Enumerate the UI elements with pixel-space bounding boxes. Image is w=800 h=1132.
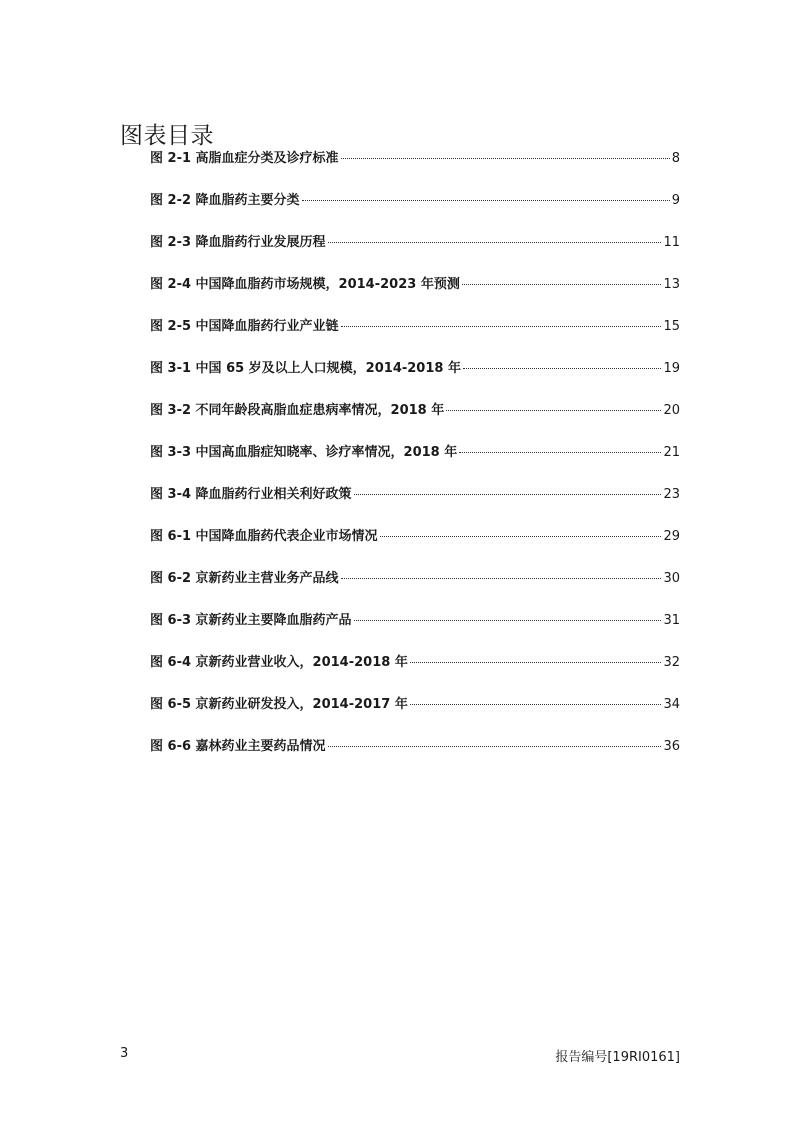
toc-entry-page: 13	[663, 277, 680, 292]
table-of-figures	[150, 149, 680, 779]
toc-dot-leader	[341, 578, 662, 579]
toc-entry-label: 图 2-5 中国降血脂药行业产业链	[150, 319, 339, 334]
page-title: 图表目录	[120, 123, 214, 150]
toc-entry[interactable]	[150, 275, 680, 317]
toc-dot-leader	[354, 620, 662, 621]
toc-entry-page: 31	[663, 613, 680, 628]
toc-entry-label: 图 6-1 中国降血脂药代表企业市场情况	[150, 529, 378, 544]
toc-entry-label: 图 3-4 降血脂药行业相关利好政策	[150, 487, 352, 502]
toc-dot-leader	[463, 368, 661, 369]
toc-entry-label: 图 2-4 中国降血脂药市场规模，2014-2023 年预测	[150, 277, 460, 292]
toc-entry-page: 21	[663, 445, 680, 460]
footer-report-id: 报告编号[19RI0161]	[555, 1050, 680, 1065]
toc-entry-page: 30	[663, 571, 680, 586]
toc-entry-page: 34	[663, 697, 680, 712]
toc-entry-label: 图 3-3 中国高血脂症知晓率、诊疗率情况，2018 年	[150, 445, 458, 460]
toc-dot-leader	[341, 158, 670, 159]
toc-entry-label: 图 2-1 高脂血症分类及诊疗标准	[150, 151, 339, 166]
toc-entry-page: 32	[663, 655, 680, 670]
toc-dot-leader	[354, 494, 662, 495]
toc-dot-leader	[462, 284, 662, 285]
toc-entry-page: 20	[663, 403, 680, 418]
toc-entry-page: 15	[663, 319, 680, 334]
toc-entry[interactable]	[150, 317, 680, 359]
toc-entry-page: 29	[663, 529, 680, 544]
toc-entry-label: 图 2-3 降血脂药行业发展历程	[150, 235, 326, 250]
toc-entry-page: 36	[663, 739, 680, 754]
toc-entry-label: 图 6-6 嘉林药业主要药品情况	[150, 739, 326, 754]
toc-dot-leader	[380, 536, 662, 537]
toc-entry[interactable]	[150, 695, 680, 737]
toc-dot-leader	[446, 410, 661, 411]
toc-entry[interactable]	[150, 149, 680, 191]
toc-dot-leader	[328, 242, 662, 243]
toc-entry-page: 19	[663, 361, 680, 376]
toc-dot-leader	[302, 200, 670, 201]
toc-entry-label: 图 2-2 降血脂药主要分类	[150, 193, 300, 208]
toc-dot-leader	[410, 704, 662, 705]
toc-entry[interactable]	[150, 233, 680, 275]
toc-entry[interactable]	[150, 611, 680, 653]
toc-dot-leader	[341, 326, 662, 327]
toc-entry-label: 图 3-2 不同年龄段高脂血症患病率情况，2018 年	[150, 403, 445, 418]
toc-entry-label: 图 3-1 中国 65 岁及以上人口规模，2014-2018 年	[150, 361, 461, 376]
toc-entry[interactable]	[150, 737, 680, 779]
toc-entry[interactable]	[150, 359, 680, 401]
toc-entry-page: 11	[663, 235, 680, 250]
footer-page-number: 3	[120, 1046, 129, 1061]
toc-dot-leader	[410, 662, 662, 663]
toc-entry-label: 图 6-3 京新药业主要降血脂药产品	[150, 613, 352, 628]
toc-entry[interactable]	[150, 527, 680, 569]
toc-entry-page: 23	[663, 487, 680, 502]
toc-dot-leader	[459, 452, 661, 453]
toc-entry[interactable]	[150, 191, 680, 233]
toc-entry[interactable]	[150, 569, 680, 611]
toc-entry[interactable]	[150, 443, 680, 485]
toc-entry[interactable]	[150, 485, 680, 527]
toc-entry-page: 8	[671, 151, 680, 166]
toc-dot-leader	[328, 746, 662, 747]
toc-entry-label: 图 6-5 京新药业研发投入，2014-2017 年	[150, 697, 408, 712]
toc-entry-label: 图 6-4 京新药业营业收入，2014-2018 年	[150, 655, 408, 670]
toc-entry-page: 9	[671, 193, 680, 208]
toc-entry[interactable]	[150, 653, 680, 695]
toc-entry[interactable]	[150, 401, 680, 443]
toc-entry-label: 图 6-2 京新药业主营业务产品线	[150, 571, 339, 586]
